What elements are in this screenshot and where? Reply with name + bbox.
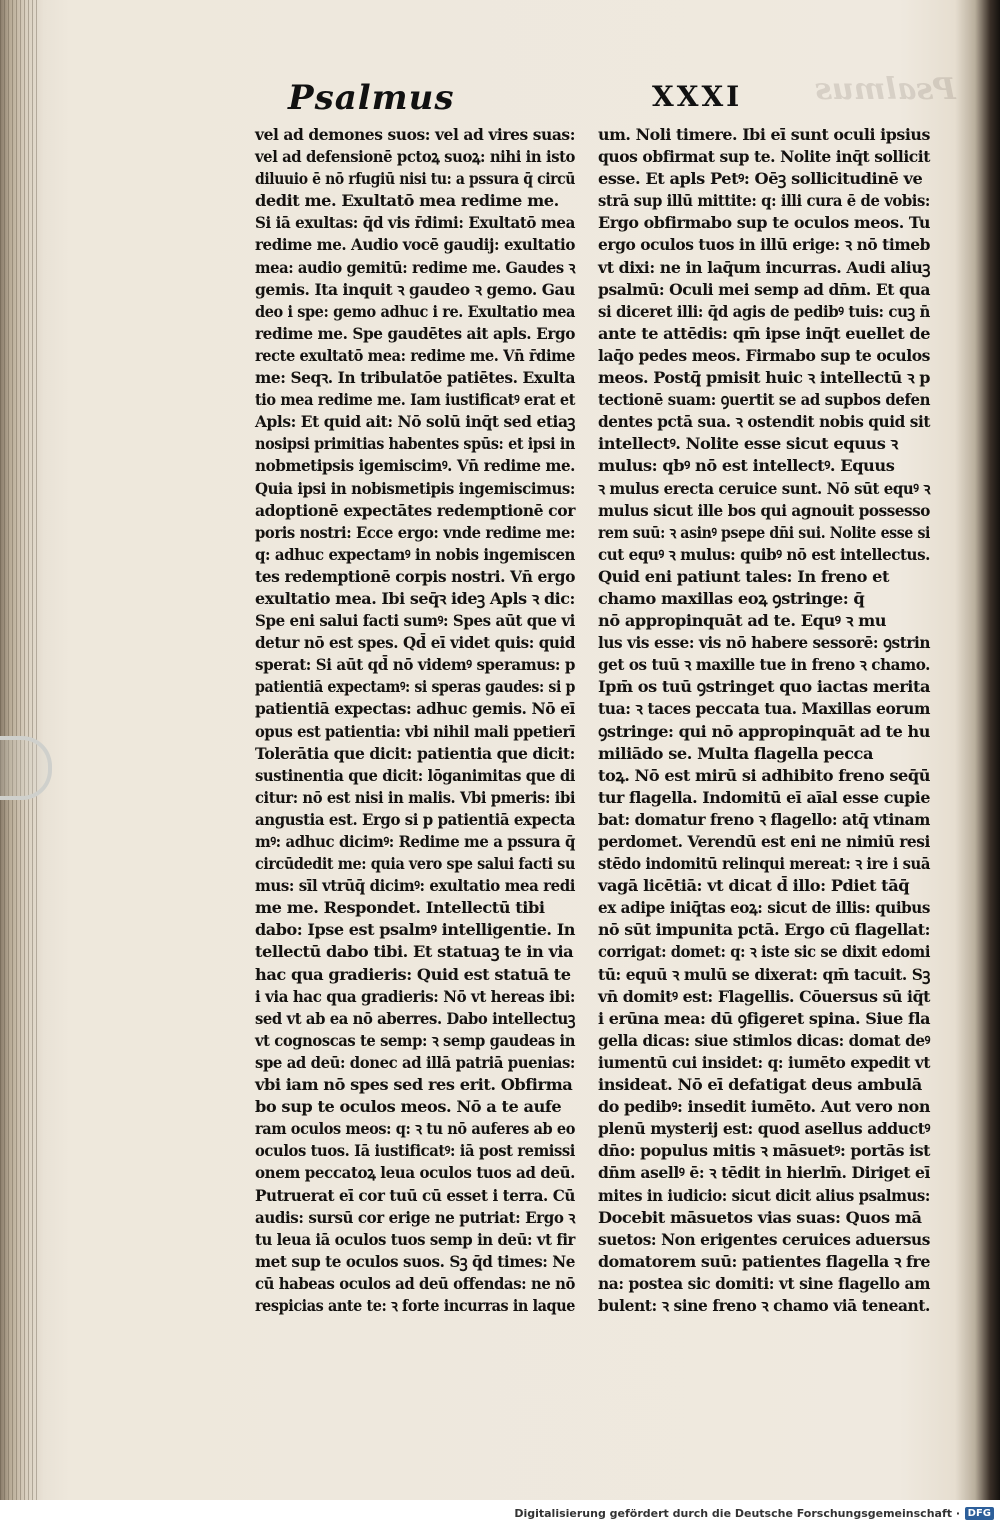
text-line: gemis. Ita inquit ꝛ gaudeo ꝛ gemo. Gau	[255, 279, 575, 299]
running-head	[0, 78, 1000, 118]
text-line: dentes pctā sua. ꝛ ostendit nobis quid sit	[598, 412, 930, 432]
text-line: Quid eni patiunt tales: In freno et	[598, 566, 890, 586]
text-line: intellectꝰ. Nolite esse sicut equus ꝛ	[598, 434, 898, 454]
text-line: diluuio ē nō rfugiū nisi tu: a pssura q̄ circū	[255, 169, 575, 189]
text-line: bo sup te oculos meos. Nō a te aufe	[255, 1097, 562, 1117]
text-line: Ipm̄ os tuū ꝯstringet quo iactas merita	[598, 677, 930, 697]
text-line: dedit me. Exultatō mea redime me.	[255, 191, 559, 211]
text-line: Apls: Et quid ait: Nō solū inq̄t sed etiaꝫ	[255, 412, 575, 432]
text-line: sperat: Si aūt qd̄ nō videmꝰ speramus: p	[255, 655, 575, 675]
text-line: rem suū: ꝛ asinꝰ psepe dn̄i sui. Nolite esse si	[598, 522, 930, 542]
text-line: stēdo indomitū relinqui mereat: ꝛ ire i suā	[598, 854, 930, 874]
text-line: miliādo se. Multa flagella pecca	[598, 743, 873, 763]
text-line: me me. Respondet. Intellectū tibi	[255, 898, 545, 918]
text-line: corrigat: domet: q: ꝛ iste sic se dixit edomi	[598, 942, 930, 962]
text-line: vagā licētiā: vt dicat d̄ illo: Pdiet tāq̄	[598, 876, 910, 896]
text-line: vt dixi: ne in laq̄um incurras. Audi aliuꝫ	[598, 257, 930, 277]
text-line: detur nō est spes. Qd̄ eī videt quis: quid	[255, 633, 575, 653]
text-line: tectionē suam: ꝯuertit se ad supbos defen	[598, 390, 930, 410]
text-line: strā sup illū mittite: q: illi cura ē de vobis:	[598, 191, 930, 211]
text-line: dn̄o: populus mitis ꝛ māsuetꝰ: portās ist	[598, 1141, 930, 1161]
text-line: Tolerātia que dicit: patientia que dicit:	[255, 743, 575, 763]
text-line: psalmū: Oculi mei semp ad dn̄m. Et qua	[598, 279, 930, 299]
text-line: tua: ꝛ taces peccata tua. Maxillas eorum	[598, 699, 930, 719]
text-line: circūdedit me: quia vero spe salui facti su	[255, 854, 575, 874]
text-line: Quia ipsi in nobismetipis ingemiscimus:	[255, 478, 575, 498]
text-line: do pedibꝰ: insedit iumēto. Aut vero non	[598, 1097, 930, 1117]
text-line: ꝯstringe: qui nō appropinquāt ad te hu	[598, 721, 930, 741]
text-line: vbi iam nō spes sed res erit. Obfirma	[255, 1075, 573, 1095]
text-line: i via hac qua gradieris: Nō vt hereas ibi:	[255, 986, 575, 1006]
bleed-through-text: Psalmus	[815, 72, 956, 107]
text-line: redime me. Spe gaudētes ait apls. Ergo	[255, 323, 575, 343]
text-line: sed vt ab ea nō aberres. Dabo intellectuꝫ	[255, 1008, 575, 1028]
text-line: redime me. Audio vocē gaudij: exultatio	[255, 235, 575, 255]
text-line: vel ad demones suos: vel ad vires suas:	[255, 125, 575, 144]
text-line: toꝝ. Nō est mirū si adhibito freno seq̄ū	[598, 765, 930, 785]
text-line: meos. Postq̄ pmisit huic ꝛ intellectū ꝛ p	[598, 368, 930, 388]
text-line: perdomet. Verendū est eni ne nimiū resi	[598, 832, 930, 851]
text-line: nō appropinquāt ad te. Equꝰ ꝛ mu	[598, 611, 887, 631]
text-line: vt cognoscas te semp: ꝛ semp gaudeas in	[255, 1030, 575, 1050]
text-line: dn̄m asellꝰ ē: ꝛ tēdit in hierlm̄. Diriget eī	[598, 1163, 930, 1183]
text-line: patientiā expectamꝰ: si speras gaudes: si p	[255, 677, 575, 697]
text-line: angustia est. Ergo si p patientiā expecta	[255, 809, 575, 829]
text-line: chamo maxillas eoꝝ ꝯstringe: q̄	[598, 588, 865, 608]
text-line: citur: nō est nisi in malis. Vbi pmeris: ibi	[255, 787, 575, 807]
text-line: opus est patientia: vbi nihil mali ppetierī	[255, 721, 575, 741]
text-line: Spe eni salui facti sumꝰ: Spes aūt que vi	[255, 611, 575, 631]
text-line: poris nostri: Ecce ergo: vnde redime me:	[255, 522, 575, 542]
running-head-folio: XXXI	[652, 80, 743, 113]
text-line: vel ad defensionē pctoꝝ suoꝝ: nihi in isto	[255, 147, 575, 167]
text-line: onem peccatoꝝ leua oculos tuos ad deū.	[255, 1163, 575, 1183]
text-line: tellectū dabo tibi. Et statuaꝫ te in via	[255, 942, 574, 962]
text-line: tio mea redime me. Iam iustificatꝰ erat et	[255, 390, 575, 410]
text-line: mulus sicut ille bos qui agnouit possesso	[598, 500, 930, 520]
left-column	[255, 124, 575, 1317]
text-line: tū: equū ꝛ mulū se dixerat: qm̄ tacuit. Sꝫ	[598, 964, 930, 984]
text-line: nobmetipsis igemiscimꝰ. Vn̄ redime me.	[255, 456, 575, 476]
text-line: ex adipe iniq̄tas eoꝝ: sicut de illis: quibus	[598, 898, 930, 918]
text-line: Docebit māsuetos vias suas: Quos mā	[598, 1207, 922, 1227]
text-line: vn̄ domitꝰ est: Flagellis. Cōuersus sū iq̄t	[598, 986, 930, 1006]
footer-bar	[0, 1500, 1000, 1528]
text-line: na: postea sic domiti: vt sine flagello am	[598, 1273, 930, 1293]
text-line: tes redemptionē corpis nostri. Vn̄ ergo	[255, 566, 575, 586]
text-line: nosipsi primitias habentes spūs: et ipsi in	[255, 434, 575, 454]
text-line: adoptionē expectātes redemptionē cor	[255, 500, 575, 520]
text-line: lus vis esse: vis nō habere sessorē: ꝯstrin	[598, 633, 930, 653]
text-line: ante te attēdis: qm̄ ipse inq̄t euellet de	[598, 323, 930, 343]
text-line: quos obfirmat sup te. Nolite inq̄t sollicit	[598, 147, 930, 167]
text-line: nō sūt impunita pctā. Ergo cū flagellat:	[598, 920, 930, 940]
text-line: Ergo obfirmabo sup te oculos meos. Tu	[598, 213, 930, 233]
text-line: tur flagella. Indomitū eī aīal esse cupie	[598, 787, 930, 807]
text-line: patientiā expectas: adhuc gemis. Nō eī	[255, 699, 575, 719]
text-line: laq̄o pedes meos. Firmabo sup te oculos	[598, 345, 930, 365]
text-line: plenū mysterij est: quod asellus adductꝰ	[598, 1119, 930, 1139]
text-line: mea: audio gemitū: redime me. Gaudes ꝛ	[255, 257, 575, 277]
text-line: q: adhuc expectamꝰ in nobis ingemiscen	[255, 544, 575, 564]
text-line: mus: sīl vtrūq̄ dicimꝰ: exultatio mea redi	[255, 876, 575, 896]
text-line: insideat. Nō eī defatigat deus ambulā	[598, 1075, 922, 1095]
text-line: esse. Et apls Petꝰ: Oēꝫ sollicitudinē ve	[598, 169, 923, 189]
text-line: ꝛ mulus erecta ceruice sunt. Nō sūt equꝰ ꝛ	[598, 478, 930, 498]
right-column	[598, 124, 930, 1317]
text-line: bat: domatur freno ꝛ flagello: atq̄ vtinam	[598, 809, 930, 829]
text-line: spe ad deū: donec ad illā patriā puenias:	[255, 1052, 575, 1072]
text-line: um. Noli timere. Ibi eī sunt oculi ipsius	[598, 125, 930, 144]
text-line: me: Seqꝛ. In tribulatōe patiētes. Exulta	[255, 368, 575, 388]
text-line: Si iā exultas: q̄d vis r̄dimi: Exultatō mea	[255, 213, 575, 233]
text-line: tu leua iā oculos tuos semp in deū: vt fir	[255, 1229, 575, 1249]
text-line: get os tuū ꝛ maxille tue in freno ꝛ chamo.	[598, 655, 930, 675]
text-line: domatorem suū: patientes flagella ꝛ fre	[598, 1251, 930, 1271]
text-line: respicias ante te: ꝛ forte incurras in laque	[255, 1295, 575, 1315]
text-line: recte exultatō mea: redime me. Vn̄ r̄dime	[255, 345, 575, 365]
text-line: iumentū cui insidet: q: iumēto expedit vt	[598, 1052, 930, 1072]
text-line: mulus: qbꝰ nō est intellectꝰ. Equus	[598, 456, 895, 476]
text-line: i erūna mea: dū ꝯfigeret spina. Siue fla	[598, 1008, 930, 1028]
text-line: met sup te oculos suos. Sꝫ q̄d times: Ne	[255, 1251, 575, 1271]
text-line: deo i spe: gemo adhuc i re. Exultatio mea	[255, 301, 575, 321]
text-line: Putruerat eī cor tuū cū esset i terra. Cū	[255, 1185, 575, 1205]
text-line: gella dicas: siue stimlos dicas: domat deꝰ	[598, 1030, 930, 1050]
text-line: bulent: ꝛ sine freno ꝛ chamo viā teneant.	[598, 1295, 930, 1315]
dfg-logo: DFG	[965, 1507, 994, 1520]
text-line: cut equꝰ ꝛ mulus: quibꝰ nō est intellectus.	[598, 544, 930, 564]
text-line: si diceret illi: q̄d agis de pedibꝰ tuis: cuꝫ n̄	[598, 301, 930, 321]
text-line: suetos: Non erigentes ceruices aduersus	[598, 1229, 930, 1249]
text-line: mꝰ: adhuc dicimꝰ: Redime me a pssura q̄	[255, 832, 575, 851]
text-line: audis: sursū cor erige ne putriat: Ergo ꝛ	[255, 1207, 575, 1227]
running-head-title: Psalmus	[288, 78, 455, 118]
text-line: oculos tuos. Iā iustificatꝰ: iā post remissi	[255, 1141, 575, 1161]
text-line: cū habeas oculos ad deū offendas: ne nō	[255, 1273, 575, 1293]
paper-clip	[0, 736, 52, 800]
text-line: exultatio mea. Ibi seq̄ꝛ ideꝫ Apls ꝛ dic:	[255, 588, 575, 608]
text-line: ergo oculos tuos in illū erige: ꝛ nō timeb	[598, 235, 930, 255]
footer-credit: Digitalisierung gefördert durch die Deutsche Forschungsgemeinschaft ·	[514, 1507, 960, 1520]
text-line: ram oculos meos: q: ꝛ tu nō auferes ab eo	[255, 1119, 575, 1139]
text-line: dabo: Ipse est psalmꝰ intelligentie. In	[255, 920, 575, 940]
text-line: sustinentia que dicit: lōganimitas que di	[255, 765, 575, 785]
text-line: mites in iudicio: sicut dicit alius psalmus:	[598, 1185, 930, 1205]
text-line: hac qua gradieris: Quid est statuā te	[255, 964, 571, 984]
